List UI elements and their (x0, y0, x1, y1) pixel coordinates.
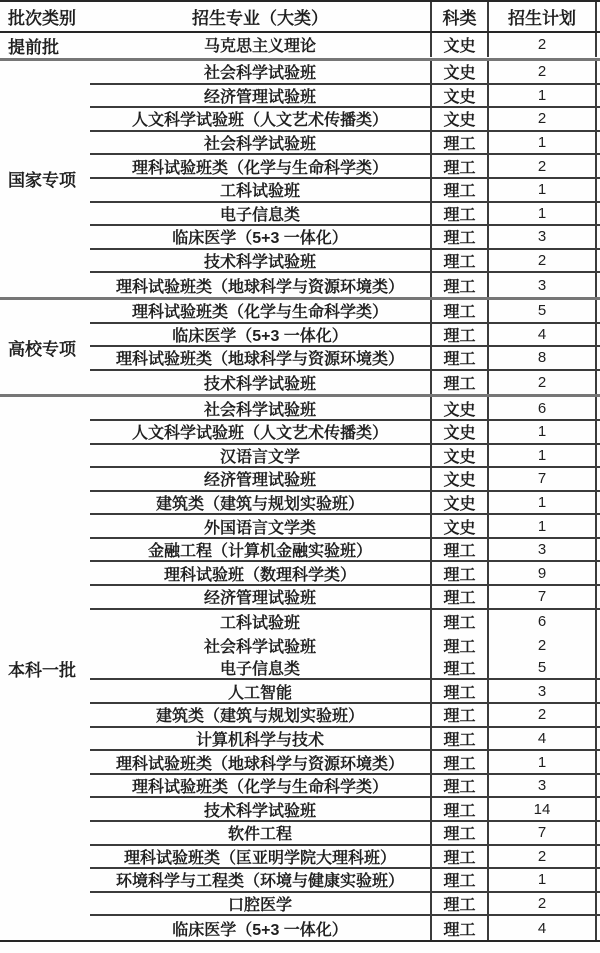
plan-count-cell: 1 (489, 179, 597, 201)
plan-count-cell: 2 (489, 61, 597, 83)
major-cell: 人文科学试验班（人文艺术传播类） (90, 108, 432, 130)
table-row (90, 61, 600, 85)
table-row (90, 680, 600, 704)
table-row (90, 397, 600, 421)
subject-type-cell: 理工 (432, 893, 489, 915)
table-row (90, 226, 600, 250)
subject-type-cell: 理工 (432, 916, 489, 940)
major-cell: 社会科学试验班 (90, 132, 432, 154)
header-major: 招生专业（大类） (90, 2, 432, 31)
major-cell: 马克思主义理论 (90, 33, 432, 57)
major-cell: 技术科学试验班 (90, 250, 432, 272)
batch-group (0, 397, 600, 940)
major-cell: 经济管理试验班 (90, 586, 432, 608)
batch-group (0, 33, 600, 61)
plan-count-cell: 5 (489, 657, 597, 679)
plan-count-cell: 5 (489, 300, 597, 322)
header-enrollment-plan: 招生计划 (489, 2, 597, 31)
subject-type-cell: 理工 (432, 273, 489, 297)
plan-count-cell: 1 (489, 445, 597, 467)
plan-count-cell: 2 (489, 33, 597, 57)
table-row (90, 704, 600, 728)
plan-count-cell: 7 (489, 468, 597, 490)
subject-type-cell: 文史 (432, 468, 489, 490)
batch-category-label: 提前批 (8, 38, 59, 57)
batch-category-label: 国家专项 (8, 171, 76, 191)
table-row (90, 324, 600, 348)
plan-count-cell: 1 (489, 492, 597, 514)
subject-type-cell: 文史 (432, 397, 489, 419)
subject-type-cell: 文史 (432, 85, 489, 107)
major-cell: 工科试验班 (90, 179, 432, 201)
major-cell: 计算机科学与技术 (90, 728, 432, 750)
major-cell: 汉语言文学 (90, 445, 432, 467)
subject-type-cell: 理工 (432, 132, 489, 154)
table-row (90, 203, 600, 227)
major-cell: 外国语言文学类 (90, 515, 432, 537)
table-row (90, 846, 600, 870)
subject-type-cell: 理工 (432, 155, 489, 177)
table-row (90, 250, 600, 274)
group-rows (90, 33, 600, 58)
plan-count-cell: 7 (489, 822, 597, 844)
plan-count-cell: 8 (489, 347, 597, 369)
plan-count-cell: 3 (489, 775, 597, 797)
table-row (90, 515, 600, 539)
table-row (90, 108, 600, 132)
subject-type-cell: 理工 (432, 250, 489, 272)
subject-type-cell: 理工 (432, 846, 489, 868)
major-cell: 临床医学（5+3 一体化） (90, 916, 432, 940)
plan-count-cell: 14 (489, 798, 597, 820)
table-row (90, 751, 600, 775)
subject-type-cell: 理工 (432, 562, 489, 584)
subject-type-cell: 理工 (432, 657, 489, 679)
major-cell: 人工智能 (90, 680, 432, 702)
major-cell: 电子信息类 (90, 657, 432, 679)
major-cell: 理科试验班类（地球科学与资源环境类） (90, 273, 432, 297)
major-cell: 技术科学试验班 (90, 371, 432, 395)
plan-count-cell: 4 (489, 916, 597, 940)
subject-type-cell: 文史 (432, 421, 489, 443)
plan-count-cell: 3 (489, 539, 597, 561)
subject-type-cell: 理工 (432, 610, 489, 634)
plan-count-cell: 1 (489, 869, 597, 891)
table-row (90, 300, 600, 324)
subject-type-cell: 文史 (432, 61, 489, 83)
major-cell: 理科试验班（数理科学类） (90, 562, 432, 584)
table-row (90, 562, 600, 586)
table-row (90, 798, 600, 822)
plan-count-cell: 2 (489, 846, 597, 868)
table-row (90, 155, 600, 179)
subject-type-cell: 理工 (432, 539, 489, 561)
table-row (90, 610, 600, 634)
subject-type-cell: 文史 (432, 108, 489, 130)
plan-count-cell: 3 (489, 680, 597, 702)
table-row (90, 775, 600, 799)
group-rows (90, 300, 600, 394)
plan-count-cell: 3 (489, 226, 597, 248)
plan-count-cell: 6 (489, 397, 597, 419)
major-cell: 环境科学与工程类（环境与健康实验班） (90, 869, 432, 891)
plan-count-cell: 6 (489, 610, 597, 634)
plan-count-cell: 1 (489, 85, 597, 107)
batch-category-label: 高校专项 (8, 339, 76, 359)
subject-type-cell: 理工 (432, 203, 489, 225)
subject-type-cell: 理工 (432, 798, 489, 820)
major-cell: 口腔医学 (90, 893, 432, 915)
plan-count-cell: 2 (489, 704, 597, 726)
subject-type-cell: 理工 (432, 347, 489, 369)
plan-count-cell: 2 (489, 371, 597, 395)
major-cell: 软件工程 (90, 822, 432, 844)
subject-type-cell: 理工 (432, 324, 489, 346)
major-cell: 临床医学（5+3 一体化） (90, 324, 432, 346)
table-header (0, 2, 600, 33)
plan-count-cell: 7 (489, 586, 597, 608)
subject-type-cell: 理工 (432, 775, 489, 797)
group-rows (90, 397, 600, 940)
table-row (90, 468, 600, 492)
table-row (90, 916, 600, 940)
table-row (90, 273, 600, 297)
plan-count-cell: 1 (489, 203, 597, 225)
subject-type-cell: 理工 (432, 728, 489, 750)
subject-type-cell: 理工 (432, 680, 489, 702)
subject-type-cell: 文史 (432, 515, 489, 537)
major-cell: 经济管理试验班 (90, 85, 432, 107)
table-row (90, 347, 600, 371)
subject-type-cell: 理工 (432, 586, 489, 608)
major-cell: 电子信息类 (90, 203, 432, 225)
batch-group (0, 61, 600, 300)
subject-type-cell: 理工 (432, 179, 489, 201)
table-row (90, 371, 600, 395)
major-cell: 技术科学试验班 (90, 798, 432, 820)
subject-type-cell: 文史 (432, 492, 489, 514)
major-cell: 人文科学试验班（人文艺术传播类） (90, 421, 432, 443)
plan-count-cell: 4 (489, 324, 597, 346)
subject-type-cell: 理工 (432, 226, 489, 248)
table-row (90, 421, 600, 445)
table-row (90, 893, 600, 917)
subject-type-cell: 理工 (432, 300, 489, 322)
table-row (90, 633, 600, 657)
table-row (90, 132, 600, 156)
major-cell: 工科试验班 (90, 610, 432, 634)
plan-count-cell: 2 (489, 250, 597, 272)
major-cell: 理科试验班类（化学与生命科学类） (90, 300, 432, 322)
plan-count-cell: 1 (489, 132, 597, 154)
table-row (90, 869, 600, 893)
table-row (90, 586, 600, 610)
major-cell: 金融工程（计算机金融实验班） (90, 539, 432, 561)
plan-count-cell: 2 (489, 893, 597, 915)
table-row (90, 179, 600, 203)
major-cell: 理科试验班类（地球科学与资源环境类） (90, 751, 432, 773)
major-cell: 社会科学试验班 (90, 61, 432, 83)
table-row (90, 85, 600, 109)
table-row (90, 539, 600, 563)
table-row (90, 33, 600, 57)
plan-count-cell: 2 (489, 633, 597, 657)
subject-type-cell: 文史 (432, 445, 489, 467)
table-row (90, 492, 600, 516)
subject-type-cell: 文史 (432, 33, 489, 57)
subject-type-cell: 理工 (432, 371, 489, 395)
major-cell: 理科试验班类（匡亚明学院大理科班） (90, 846, 432, 868)
table-row (90, 822, 600, 846)
table-body (0, 33, 600, 940)
plan-count-cell: 1 (489, 515, 597, 537)
header-subject-type: 科类 (432, 2, 489, 31)
plan-count-cell: 2 (489, 155, 597, 177)
major-cell: 临床医学（5+3 一体化） (90, 226, 432, 248)
table-row (90, 445, 600, 469)
major-cell: 理科试验班类（化学与生命科学类） (90, 155, 432, 177)
subject-type-cell: 理工 (432, 751, 489, 773)
major-cell: 理科试验班类（化学与生命科学类） (90, 775, 432, 797)
major-cell: 建筑类（建筑与规划实验班） (90, 492, 432, 514)
plan-count-cell: 1 (489, 751, 597, 773)
table-row (90, 657, 600, 681)
subject-type-cell: 理工 (432, 633, 489, 657)
plan-count-cell: 1 (489, 421, 597, 443)
plan-count-cell: 4 (489, 728, 597, 750)
group-rows (90, 61, 600, 297)
table-row (90, 728, 600, 752)
major-cell: 社会科学试验班 (90, 397, 432, 419)
subject-type-cell: 理工 (432, 822, 489, 844)
subject-type-cell: 理工 (432, 869, 489, 891)
major-cell: 建筑类（建筑与规划实验班） (90, 704, 432, 726)
major-cell: 理科试验班类（地球科学与资源环境类） (90, 347, 432, 369)
batch-group (0, 300, 600, 397)
subject-type-cell: 理工 (432, 704, 489, 726)
major-cell: 经济管理试验班 (90, 468, 432, 490)
major-cell: 社会科学试验班 (90, 633, 432, 657)
plan-count-cell: 2 (489, 108, 597, 130)
header-batch-category: 批次类别 (8, 9, 76, 28)
plan-count-cell: 9 (489, 562, 597, 584)
batch-category-label: 本科一批 (8, 661, 76, 681)
plan-count-cell: 3 (489, 273, 597, 297)
